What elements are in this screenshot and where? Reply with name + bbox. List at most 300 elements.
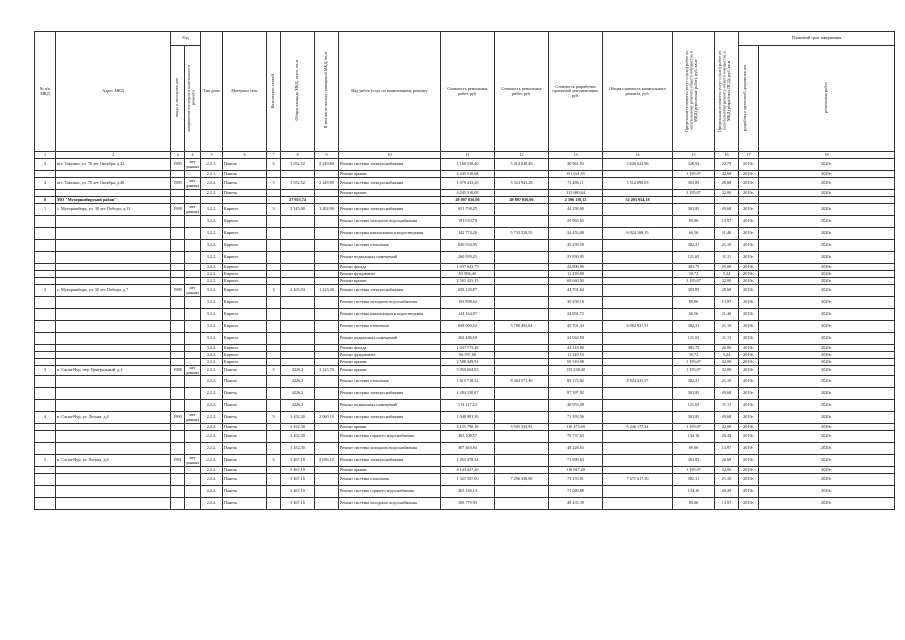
- year-built-cell: [171, 278, 185, 285]
- repair-cost-cell: 463 108,57: [441, 431, 495, 443]
- work-type-cell: Ремонт системы электроснабжения: [339, 159, 441, 171]
- floors-cell: 5: [267, 366, 281, 376]
- total-area-cell: 3 452,30: [281, 412, 315, 424]
- limit-project-cell: 11,11: [715, 333, 739, 345]
- residential-area-cell: [315, 333, 339, 345]
- limit-work-cell: 134,16: [673, 431, 715, 443]
- header-total-area-text: Общая площадь МКД, всего, кв.м: [294, 60, 300, 121]
- total-area-cell: 3 467,10: [281, 467, 315, 474]
- planned-project-cell: 2019г.: [739, 486, 759, 498]
- year-built-cell: [171, 297, 185, 309]
- planned-project-cell: 2019г.: [739, 204, 759, 216]
- limit-work-cell: 382,31: [673, 376, 715, 388]
- repair-cost-cell: 1 053 478,34: [441, 455, 495, 467]
- year-built-cell: [171, 252, 185, 264]
- planned-repair-cell: 2020г.: [759, 486, 895, 498]
- residential-area-cell: [315, 345, 339, 352]
- work-type-cell: [339, 197, 441, 204]
- limit-work-cell: 483,75: [673, 345, 715, 352]
- year-built-cell: 1989: [171, 159, 185, 171]
- row-number-cell: [35, 278, 56, 285]
- limit-project-cell: 13,97: [715, 216, 739, 228]
- address-cell: [56, 498, 171, 510]
- total-cost-cell: [603, 252, 673, 264]
- planned-project-cell: 2019г.: [739, 455, 759, 467]
- year-overhaul-cell: нет данных: [186, 203, 200, 214]
- project-cost-cell: 11 349,53: [549, 352, 603, 359]
- year-built-cell: 1989: [171, 178, 185, 190]
- project-cost-cell: 113 680,64: [549, 190, 603, 197]
- limit-project-cell: 20,49: [715, 486, 739, 498]
- house-type-cell: 2.2.2.: [201, 474, 223, 486]
- total-area-cell: [281, 278, 315, 285]
- limit-project-cell: [715, 197, 739, 204]
- total-cost-cell: [603, 171, 673, 178]
- planned-repair-cell: 2020г.: [759, 264, 895, 271]
- planned-project-cell: 2019г.: [739, 240, 759, 252]
- limit-work-cell: 121,65: [673, 252, 715, 264]
- planned-project-cell: 2019г.: [739, 424, 759, 431]
- row-number-cell: [35, 376, 56, 388]
- planned-project-cell: 2019г.: [739, 345, 759, 352]
- limit-project-cell: 20,68: [715, 178, 739, 190]
- wall-material-cell: Кирпич: [223, 333, 267, 345]
- residential-area-cell: [315, 359, 339, 366]
- column-number: 1: [35, 152, 56, 159]
- address-cell: [56, 400, 171, 412]
- wall-material-cell: Кирпич: [223, 297, 267, 309]
- wall-material-cell: Панель: [223, 388, 267, 400]
- residential-area-cell: [315, 190, 339, 197]
- planned-repair-cell: 2020г.: [759, 216, 895, 228]
- limit-project-cell: 20,68: [715, 412, 739, 424]
- total-area-cell: [281, 228, 315, 240]
- repair-cost-total-cell: [495, 204, 549, 216]
- work-type-cell: Ремонт подвальных помещений: [339, 333, 441, 345]
- wall-material-cell: Кирпич: [223, 309, 267, 321]
- repair-cost-total-cell: [495, 278, 549, 285]
- repair-cost-cell: 66 537,68: [441, 352, 495, 359]
- planned-repair-cell: 2020г.: [759, 297, 895, 309]
- limit-project-cell: 32,00: [715, 278, 739, 285]
- wall-material-cell: Кирпич: [223, 345, 267, 352]
- table-row: [35, 467, 895, 474]
- repair-cost-cell: 465 146,14: [441, 486, 495, 498]
- wall-material-cell: Панель: [223, 412, 267, 424]
- floors-cell: 5: [267, 455, 281, 467]
- planned-repair-cell: [759, 197, 895, 204]
- year-built-cell: [171, 271, 185, 278]
- house-type-cell: 2.2.2.: [201, 412, 223, 424]
- column-number: 12: [495, 152, 549, 159]
- total-cost-cell: 5 512 090,03: [603, 178, 673, 190]
- row-number-cell: [35, 333, 56, 345]
- repair-cost-total-cell: [495, 366, 549, 376]
- work-type-cell: Ремонт системы канализации и водоотведения: [339, 309, 441, 321]
- limit-work-cell: 89,06: [673, 297, 715, 309]
- planned-repair-cell: 2020г.: [759, 467, 895, 474]
- residential-area-cell: [315, 228, 339, 240]
- house-type-cell: 2.2.2.: [201, 467, 223, 474]
- wall-material-cell: Кирпич: [223, 285, 267, 297]
- total-cost-cell: [603, 285, 673, 297]
- year-overhaul-cell: нет данных: [186, 158, 200, 169]
- limit-work-cell: 1 195,07: [673, 190, 715, 197]
- house-type-cell: 2.2.2.: [201, 431, 223, 443]
- work-type-cell: Ремонт системы отопления: [339, 321, 441, 333]
- wall-material-cell: Кирпич: [223, 278, 267, 285]
- address-cell: [56, 240, 171, 252]
- table-row: [35, 498, 895, 510]
- total-cost-cell: 52 203 954,18: [603, 197, 673, 204]
- limit-project-cell: 13,97: [715, 443, 739, 455]
- year-built-cell: [171, 443, 185, 455]
- work-type-cell: Ремонт фасада: [339, 345, 441, 352]
- year-built-cell: [171, 467, 185, 474]
- house-type-cell: 2.2.2.: [201, 424, 223, 431]
- total-area-cell: [281, 321, 315, 333]
- total-cost-cell: 6 082 937,51: [603, 321, 673, 333]
- year-built-cell: [171, 376, 185, 388]
- column-number: 11: [441, 152, 495, 159]
- wall-material-cell: Кирпич: [223, 204, 267, 216]
- repair-cost-cell: 307 463,84: [441, 443, 495, 455]
- column-number: 16: [715, 152, 739, 159]
- planned-project-cell: 2019г.: [739, 190, 759, 197]
- repair-cost-total-cell: 5 733 520,55: [495, 228, 549, 240]
- project-cost-cell: 68 640,00: [549, 278, 603, 285]
- repair-cost-cell: 2 563 425,15: [441, 278, 495, 285]
- floors-cell: [267, 171, 281, 178]
- repair-cost-total-cell: 7 296 338,90: [495, 474, 549, 486]
- repair-cost-cell: 49 807 836,06: [441, 197, 495, 204]
- repair-cost-cell: 192 898,62: [441, 297, 495, 309]
- address-cell: [56, 264, 171, 271]
- row-number-cell: [35, 240, 56, 252]
- overhaul-table: [34, 31, 895, 510]
- limit-project-cell: 32,00: [715, 424, 739, 431]
- year-overhaul-cell: [185, 424, 201, 431]
- limit-project-cell: 20,68: [715, 455, 739, 467]
- row-number-cell: [35, 228, 56, 240]
- year-built-cell: [171, 240, 185, 252]
- project-cost-cell: 29 965,65: [549, 216, 603, 228]
- house-type-cell: 2.2.2.: [201, 443, 223, 455]
- work-type-cell: Ремонт системы холодного водоснабжения: [339, 297, 441, 309]
- limit-work-cell: 89,06: [673, 216, 715, 228]
- year-overhaul-cell: [185, 264, 201, 271]
- year-built-cell: [171, 190, 185, 197]
- address-cell: МО "Мухоршибирский район": [56, 197, 171, 204]
- total-area-cell: 4226,2: [281, 376, 315, 388]
- work-type-cell: Ремонт подвальных помещений: [339, 252, 441, 264]
- header-planned-group: Плановый срок завершения: [739, 32, 895, 46]
- limit-work-cell: 382,31: [673, 240, 715, 252]
- work-type-cell: Ремонт фасада: [339, 264, 441, 271]
- house-type-cell: 3.2.2.: [201, 285, 223, 297]
- wall-material-cell: Кирпич: [223, 264, 267, 271]
- header-planned-repair-text: ремонтных работ: [823, 82, 829, 114]
- repair-cost-cell: 2 588 449,92: [441, 359, 495, 366]
- total-cost-cell: [603, 216, 673, 228]
- year-built-cell: [171, 388, 185, 400]
- table-row: [35, 228, 895, 240]
- planned-repair-cell: 2020г.: [759, 498, 895, 510]
- repair-cost-total-cell: [495, 345, 549, 352]
- project-cost-cell: 87 397,82: [549, 388, 603, 400]
- repair-cost-total-cell: [495, 333, 549, 345]
- project-cost-cell: 43 318,80: [549, 345, 603, 352]
- year-overhaul-cell: [185, 467, 201, 474]
- table-row: [35, 424, 895, 431]
- planned-project-cell: 2019г.: [739, 278, 759, 285]
- limit-work-cell: 30,72: [673, 352, 715, 359]
- total-cost-cell: 8 823 333,57: [603, 376, 673, 388]
- total-area-cell: 3 467,10: [281, 474, 315, 486]
- total-cost-cell: [603, 443, 673, 455]
- work-type-cell: Ремонт крыши: [339, 190, 441, 197]
- project-cost-cell: 89 172,82: [549, 376, 603, 388]
- year-overhaul-cell: нет данных: [186, 412, 200, 422]
- table-row: [35, 388, 895, 400]
- limit-project-cell: 20,49: [715, 431, 739, 443]
- limit-project-cell: 21,10: [715, 474, 739, 486]
- planned-repair-cell: 2020г.: [759, 171, 895, 178]
- repair-cost-cell: 1 325 507,00: [441, 474, 495, 486]
- repair-cost-cell: 820 054,95: [441, 240, 495, 252]
- floors-cell: [267, 359, 281, 366]
- planned-project-cell: 2019г.: [739, 271, 759, 278]
- wall-material-cell: Панель: [223, 486, 267, 498]
- year-overhaul-cell: [185, 271, 201, 278]
- floors-cell: [267, 264, 281, 271]
- header-planned-repair: [759, 46, 895, 152]
- row-number-cell: 2: [35, 285, 56, 297]
- table-row: [35, 359, 895, 366]
- total-area-cell: 3 467,10: [281, 455, 315, 467]
- total-area-cell: [281, 333, 315, 345]
- repair-cost-cell: 65 894,40: [441, 271, 495, 278]
- wall-material-cell: Панель: [223, 455, 267, 467]
- floors-cell: [267, 424, 281, 431]
- project-cost-cell: 44 791,64: [549, 285, 603, 297]
- row-number-cell: [35, 264, 56, 271]
- row-number-cell: 5: [35, 455, 56, 467]
- row-number-cell: [35, 309, 56, 321]
- address-cell: [56, 467, 171, 474]
- address-cell: [56, 271, 171, 278]
- header-house-type: Тип дома: [201, 32, 223, 152]
- wall-material-cell: Панель: [223, 190, 267, 197]
- limit-work-cell: 1 195,07: [673, 359, 715, 366]
- residential-area-cell: [315, 498, 339, 510]
- total-cost-cell: [603, 297, 673, 309]
- total-cost-cell: 6 246 177,34: [603, 424, 673, 431]
- total-area-cell: 3 452,30: [281, 431, 315, 443]
- repair-cost-cell: 1 168 530,40: [441, 159, 495, 171]
- header-total-area: [281, 32, 315, 152]
- year-built-cell: [171, 352, 185, 359]
- total-area-cell: 3 552,52: [281, 159, 315, 171]
- address-cell: [56, 443, 171, 455]
- limit-project-cell: 32,00: [715, 366, 739, 376]
- planned-repair-cell: 2020г.: [759, 424, 895, 431]
- table-row: [35, 285, 895, 297]
- project-cost-cell: 45 701,33: [549, 321, 603, 333]
- year-built-cell: 1991: [171, 455, 185, 467]
- year-overhaul-cell: [185, 216, 201, 228]
- row-number-cell: [35, 443, 56, 455]
- row-number-cell: [35, 216, 56, 228]
- house-type-cell: 3.2.2.: [201, 333, 223, 345]
- header-year-built-text: ввода в эксплуатацию: [174, 78, 180, 118]
- total-area-cell: [281, 216, 315, 228]
- project-cost-cell: 24 063,59: [549, 333, 603, 345]
- floors-cell: [267, 321, 281, 333]
- residential-area-cell: [315, 240, 339, 252]
- work-type-cell: Ремонт системы канализации и водоотведения: [339, 228, 441, 240]
- year-built-cell: [171, 498, 185, 510]
- project-cost-cell: 71 040,88: [549, 486, 603, 498]
- planned-project-cell: 2019г.: [739, 498, 759, 510]
- repair-cost-cell: 514 117,23: [441, 400, 495, 412]
- repair-cost-cell: 144 164,97: [441, 309, 495, 321]
- limit-work-cell: 1 195,07: [673, 424, 715, 431]
- repair-cost-cell: 658 120,87: [441, 285, 495, 297]
- row-number-cell: [35, 431, 56, 443]
- floors-cell: [267, 240, 281, 252]
- house-type-cell: 2.2.1.: [201, 171, 223, 178]
- total-cost-cell: 7 671 617,50: [603, 474, 673, 486]
- residential-area-cell: [315, 271, 339, 278]
- house-type-cell: 3.2.2.: [201, 252, 223, 264]
- limit-project-cell: 13,97: [715, 498, 739, 510]
- work-type-cell: Ремонт системы холодного водоснабжения: [339, 443, 441, 455]
- address-cell: [56, 228, 171, 240]
- residential-area-cell: [315, 352, 339, 359]
- table-row: [35, 159, 895, 171]
- house-type-cell: 2.2.2.: [201, 498, 223, 510]
- house-type-cell: 3.2.2.: [201, 264, 223, 271]
- house-type-cell: 2.2.2.: [201, 190, 223, 197]
- planned-project-cell: 2019г.: [739, 252, 759, 264]
- planned-project-cell: 2019г.: [739, 352, 759, 359]
- repair-cost-cell: 260 939,25: [441, 252, 495, 264]
- address-cell: [56, 376, 171, 388]
- work-type-cell: Ремонт системы отопления: [339, 240, 441, 252]
- planned-repair-cell: 2020г.: [759, 271, 895, 278]
- floors-cell: [267, 486, 281, 498]
- total-cost-cell: [603, 359, 673, 366]
- header-year-overhaul: [185, 46, 201, 152]
- repair-cost-total-cell: [495, 498, 549, 510]
- work-type-cell: Ремонт крыши: [339, 171, 441, 178]
- total-area-cell: [281, 264, 315, 271]
- wall-material-cell: Кирпич: [223, 240, 267, 252]
- year-overhaul-cell: [185, 197, 201, 204]
- repair-cost-cell: 4 245 510,08: [441, 190, 495, 197]
- work-type-cell: Ремонт системы электроснабжения: [339, 388, 441, 400]
- house-type-cell: 2.2.2.: [201, 178, 223, 190]
- year-overhaul-cell: [185, 309, 201, 321]
- repair-cost-cell: 4 245 510,08: [441, 171, 495, 178]
- planned-repair-cell: 2020г.: [759, 359, 895, 366]
- planned-project-cell: 2019г.: [739, 297, 759, 309]
- year-overhaul-cell: нет данных: [186, 177, 200, 188]
- planned-repair-cell: 2020г.: [759, 159, 895, 171]
- planned-project-cell: 2019г.: [739, 412, 759, 424]
- residential-area-cell: [315, 297, 339, 309]
- limit-work-cell: 303,85: [673, 204, 715, 216]
- wall-material-cell: [223, 197, 267, 204]
- column-number: 13: [549, 152, 603, 159]
- planned-repair-cell: 2020г.: [759, 309, 895, 321]
- year-overhaul-cell: [185, 333, 201, 345]
- repair-cost-total-cell: [495, 252, 549, 264]
- repair-cost-cell: 1 047 773,48: [441, 345, 495, 352]
- total-cost-cell: [603, 264, 673, 271]
- total-area-cell: 4226,2: [281, 366, 315, 376]
- repair-cost-cell: 191 033,70: [441, 216, 495, 228]
- residential-area-cell: [315, 424, 339, 431]
- repair-cost-cell: 142 774,20: [441, 228, 495, 240]
- planned-project-cell: 2019г.: [739, 388, 759, 400]
- header-limit-project-text: Предельная стоимость услуг и (или) работ по капитальному ремонту общего имущества в МКД (разработка ПСД), руб./кв.м: [716, 50, 731, 132]
- row-number-cell: [35, 252, 56, 264]
- project-cost-cell: 23 830,95: [549, 252, 603, 264]
- table-row: [35, 264, 895, 271]
- column-number-row: [35, 152, 895, 159]
- header-num: № п/п МКД: [35, 32, 56, 152]
- project-cost-cell: 24 691,72: [549, 309, 603, 321]
- project-cost-cell: 151 621,55: [549, 171, 603, 178]
- table-row: [35, 455, 895, 467]
- header-work-type: Вид работ/услуг по капитальному ремонту: [339, 32, 441, 152]
- residential-area-cell: 3 123,70: [315, 366, 339, 376]
- residential-area-cell: [315, 400, 339, 412]
- repair-cost-total-cell: [495, 297, 549, 309]
- total-cost-cell: [603, 271, 673, 278]
- column-number: 14: [603, 152, 673, 159]
- house-type-cell: 3.2.2.: [201, 309, 223, 321]
- row-number-cell: 8: [35, 197, 56, 204]
- address-cell: пгт. Таксимо, ул. 70 лет Октября, д.42: [56, 159, 171, 171]
- column-number: 9: [315, 152, 339, 159]
- planned-repair-cell: 2020г.: [759, 240, 895, 252]
- floors-cell: 3: [267, 204, 281, 216]
- total-area-cell: 3 552,52: [281, 178, 315, 190]
- repair-cost-total-cell: [495, 264, 549, 271]
- year-built-cell: 1988: [171, 204, 185, 216]
- table-row: [35, 178, 895, 190]
- year-overhaul-cell: [185, 359, 201, 366]
- address-cell: [56, 474, 171, 486]
- table-row: [35, 171, 895, 178]
- residential-area-cell: [315, 197, 339, 204]
- year-built-cell: [171, 309, 185, 321]
- table-row: [35, 333, 895, 345]
- repair-cost-cell: 5 050 604,83: [441, 366, 495, 376]
- total-cost-cell: [603, 309, 673, 321]
- residential-area-cell: [315, 309, 339, 321]
- row-number-cell: [35, 190, 56, 197]
- limit-project-cell: 20,68: [715, 285, 739, 297]
- repair-cost-total-cell: [495, 216, 549, 228]
- column-number: 17: [739, 152, 759, 159]
- house-type-cell: 3.2.2.: [201, 345, 223, 352]
- year-built-cell: [171, 333, 185, 345]
- wall-material-cell: Кирпич: [223, 321, 267, 333]
